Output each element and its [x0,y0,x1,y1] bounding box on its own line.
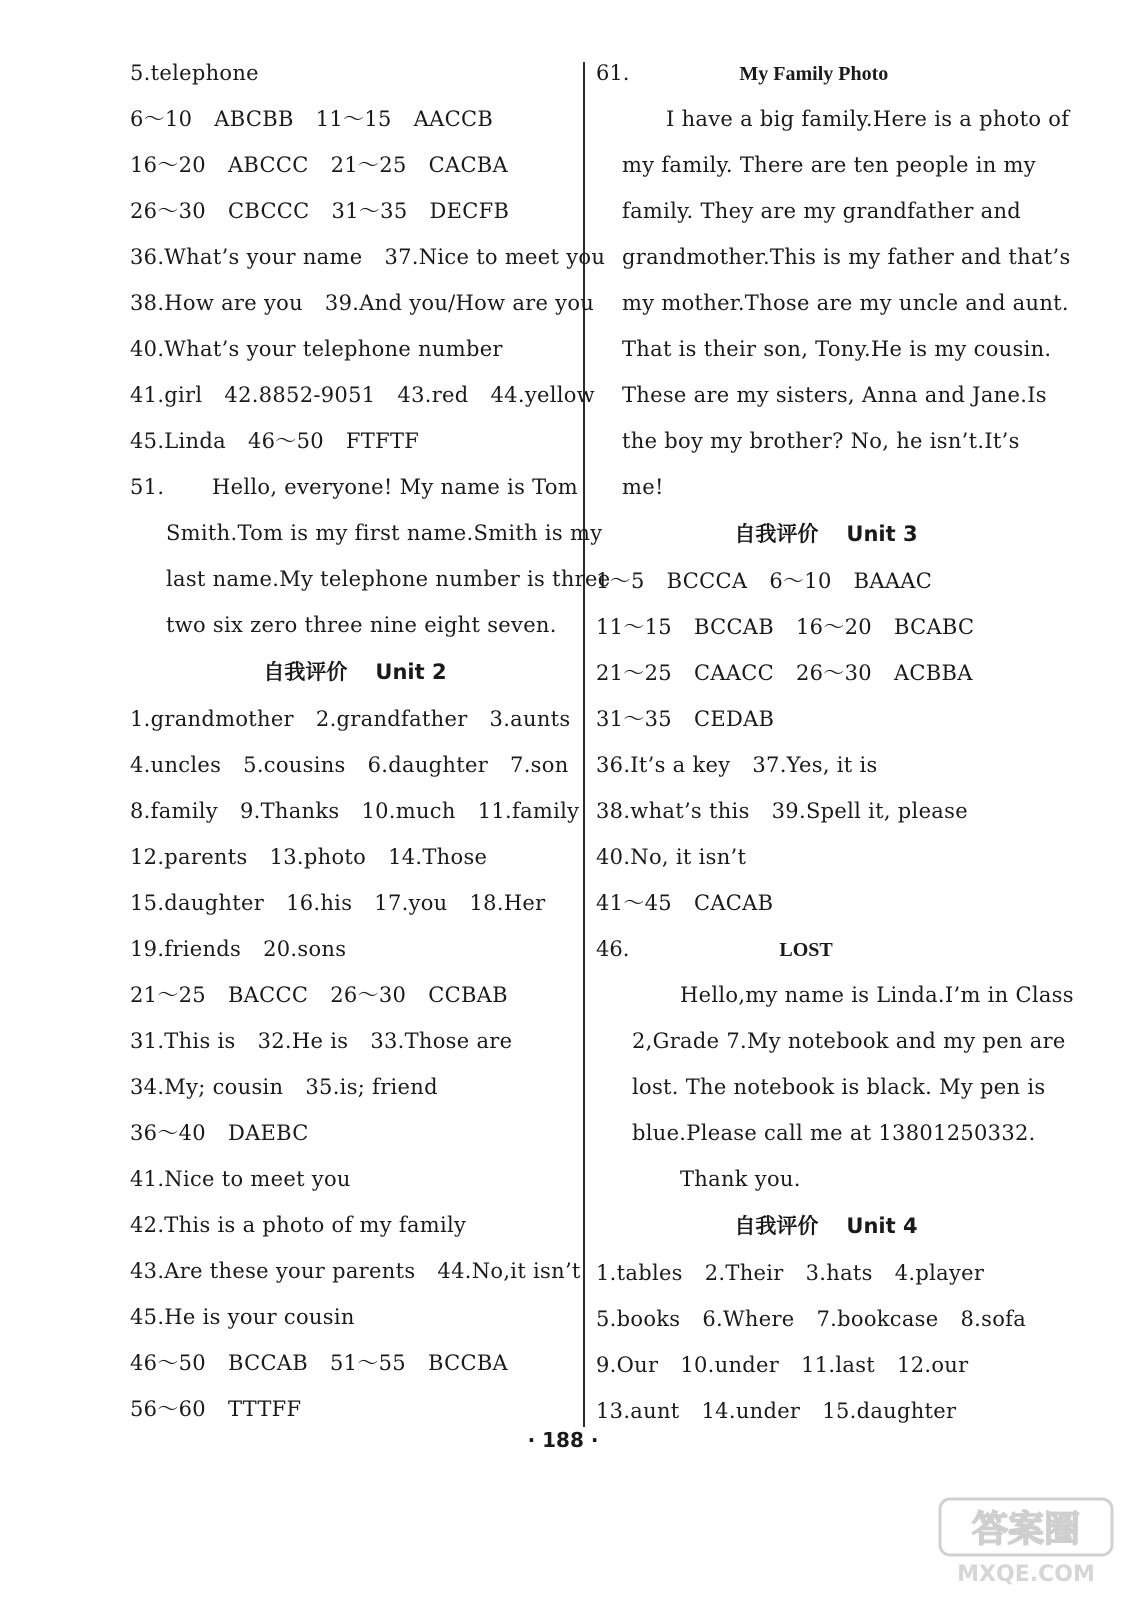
answer-item: 31～35 [596,707,672,731]
answer-line [596,558,1056,604]
answer-item: 8.family [130,799,218,823]
answer-item: ABCBB [214,107,294,131]
answer-item: 17.you [374,891,448,915]
answer-line [596,834,1056,880]
answer-line [130,926,580,972]
essay-line: grandmother.This is my father and that’s [622,245,1071,269]
answer-item: BACCC [227,983,309,1007]
answer-line [130,372,595,418]
answer-item: 13.aunt [596,1399,680,1423]
essay-line: two six zero three nine eight seven. [166,613,557,637]
essay-first-line [130,464,580,510]
answer-item: 16.his [286,891,353,915]
answer-item: 44.yellow [490,383,595,407]
answer-item: 40.No, it isn’t [596,845,747,869]
answer-line [596,604,1056,650]
answer-item: 1.grandmother [130,707,294,731]
answer-item: 12.our [897,1353,969,1377]
watermark-text-bottom: MXQE.COM [957,1562,1095,1587]
answer-item: CCBAB [428,983,508,1007]
answer-item: 39.Spell it, please [771,799,968,823]
answer-item: 44.No,it isn’t [437,1259,581,1283]
section-heading-unit2 [130,648,580,696]
answer-line [130,1248,580,1294]
answer-item: 1～5 [596,569,645,593]
answer-item: 37.Yes, it is [752,753,878,777]
answer-item: 13.photo [269,845,367,869]
answer-line [596,1250,1056,1296]
answer-item: 39.And you/How are you [324,291,595,315]
answer-item: 1.tables [596,1261,683,1285]
answer-line [596,1342,1056,1388]
answer-item: 41.girl [130,383,203,407]
answer-block-unit1 [130,50,606,464]
essay-46-title-line [596,926,1056,972]
answer-item: 40.What’s your telephone number [130,337,503,361]
answer-line [130,50,580,96]
answer-item: 41.Nice to meet you [130,1167,351,1191]
answer-item: 31～35 [331,199,408,223]
answer-item: 20.sons [263,937,347,961]
answer-item: TTTFF [227,1397,302,1421]
answer-item: 31.This is [130,1029,236,1053]
answer-item: 14.Those [388,845,488,869]
answer-item: 35.is; friend [305,1075,438,1099]
answer-item: 3.hats [805,1261,873,1285]
answer-item: 12.parents [130,845,248,869]
answer-item: 21～25 [330,153,407,177]
answer-item: 6.Where [702,1307,795,1331]
essay-line: Thank you. [680,1167,801,1191]
answer-line [130,234,606,280]
watermark-logo [936,1495,1116,1590]
answer-line [130,880,580,926]
answer-item: 5.telephone [130,61,259,85]
answer-item: 56～60 [130,1397,206,1421]
answer-line [596,880,1056,926]
answer-line [596,1296,1056,1342]
essay-line: last name.My telephone number is three [166,567,611,591]
page-number: · 188 · [527,1428,599,1452]
essay-46 [596,972,1074,1202]
answer-item: 42.8852-9051 [224,383,376,407]
question-number: 51. [130,475,165,499]
answer-block-unit2 [130,696,580,1432]
heading-unit: Unit 2 [375,660,447,684]
answer-item: CAACC [693,661,774,685]
answer-item: CEDAB [693,707,775,731]
answer-item: 2.Their [704,1261,784,1285]
answer-item: ABCCC [227,153,309,177]
answer-line [596,742,1056,788]
answer-item: 11～15 [315,107,392,131]
heading-unit: Unit 4 [846,1214,918,1238]
essay-line: me! [622,475,664,499]
answer-item: CACBA [428,153,509,177]
answer-item: 51～55 [330,1351,406,1375]
answer-item: FTFTF [345,429,420,453]
answer-item: ACBBA [893,661,973,685]
answer-item: DECFB [429,199,510,223]
essay-line: I have a big family.Here is a photo of [666,107,1070,131]
essay-line: blue.Please call me at 13801250332. [632,1121,1036,1145]
answer-item: 9.Thanks [239,799,340,823]
answer-line [130,188,580,234]
essay-line: the boy my brother? No, he isn’t.It’s [622,429,1020,453]
answer-item: 15.daughter [130,891,265,915]
answer-line [130,1110,580,1156]
answer-item: 26～30 [330,983,407,1007]
answer-item: BCCAB [693,615,775,639]
answer-item: 46～50 [247,429,324,453]
answer-item: 34.My; cousin [130,1075,284,1099]
answer-item: 16～20 [796,615,872,639]
answer-line [130,142,580,188]
answer-line [130,96,580,142]
answer-item: 43.Are these your parents [130,1259,416,1283]
answer-item: 46～50 [130,1351,206,1375]
answer-item: CBCCC [227,199,310,223]
answer-line [130,1340,580,1386]
answer-item: 5.books [596,1307,681,1331]
answer-line [596,696,1056,742]
answer-line [130,1018,580,1064]
essay-line: family. They are my grandfather and [622,199,1022,223]
answer-item: 8.sofa [960,1307,1027,1331]
answer-line [130,696,580,742]
answer-item: 4.uncles [130,753,222,777]
essay-line: my family. There are ten people in my [622,153,1036,177]
answer-item: 45.He is your cousin [130,1305,355,1329]
answer-line [130,1294,580,1340]
answer-item: 38.How are you [130,291,303,315]
essay-51 [130,464,611,648]
answer-line [130,1386,580,1432]
answer-item: 36.What’s your name [130,245,363,269]
answer-line [130,788,580,834]
answer-item: 7.bookcase [816,1307,939,1331]
answer-item: 43.red [397,383,469,407]
answer-block-unit4 [596,1250,1056,1434]
answer-item: 41～45 [596,891,672,915]
answer-line [596,788,1056,834]
answer-item: 32.He is [257,1029,349,1053]
answer-item: 16～20 [130,153,206,177]
answer-item: 2.grandfather [315,707,468,731]
left-column [130,50,611,1432]
answer-line [130,418,580,464]
question-number: 61. [596,61,630,85]
answer-item: 42.This is a photo of my family [130,1213,467,1237]
answer-item: BCCAB [227,1351,309,1375]
answer-line [130,972,580,1018]
heading-cn: 自我评价 [734,1214,819,1238]
heading-unit: Unit 3 [846,522,918,546]
essay-line: Hello, everyone! My name is Tom [212,475,579,499]
answer-item: 11～15 [596,615,672,639]
essay-line: Smith.Tom is my first name.Smith is my [166,521,603,545]
answer-item: 26～30 [130,199,206,223]
answer-item: 6.daughter [367,753,489,777]
answer-item: 10.under [680,1353,780,1377]
answer-item: 7.son [510,753,569,777]
essay-line: These are my sisters, Anna and Jane.Is [622,383,1047,407]
answer-item: DAEBC [227,1121,309,1145]
answer-item: 36.It’s a key [596,753,731,777]
answer-item: 11.last [801,1353,876,1377]
answer-block-unit3 [596,558,1056,926]
question-number: 46. [596,937,630,961]
answer-line [130,1156,580,1202]
answer-item: 6～10 [130,107,193,131]
answer-line [130,1202,580,1248]
answer-item: 10.much [361,799,456,823]
answer-item: 15.daughter [822,1399,957,1423]
answer-item: BAAAC [853,569,933,593]
answer-item: BCCCA [666,569,748,593]
essay-line: lost. The notebook is black. My pen is [632,1075,1046,1099]
answer-line [130,742,580,788]
answer-item: 45.Linda [130,429,226,453]
answer-item: BCABC [893,615,975,639]
answer-line [130,326,580,372]
answer-item: 6～10 [769,569,832,593]
heading-cn: 自我评价 [734,522,819,546]
essay-line: That is their son, Tony.He is my cousin. [622,337,1052,361]
answer-item: BCCBA [427,1351,509,1375]
answer-line [130,834,580,880]
essay-61-title-line [596,50,1056,96]
essay-title: LOST [779,939,833,961]
essay-line: my mother.Those are my uncle and aunt. [622,291,1069,315]
section-heading-unit3 [596,510,1056,558]
section-heading-unit4 [596,1202,1056,1250]
answer-item: 38.what’s this [596,799,750,823]
answer-item: AACCB [413,107,494,131]
watermark-text-top: 答案圈 [971,1509,1081,1550]
answer-item: 37.Nice to meet you [384,245,606,269]
essay-title: My Family Photo [739,63,889,85]
answer-item: 19.friends [130,937,242,961]
essay-61 [596,96,1071,510]
answer-line [130,1064,580,1110]
heading-cn: 自我评价 [263,660,348,684]
answer-item: 9.Our [596,1353,659,1377]
answer-item: 4.player [894,1261,985,1285]
answer-line [596,650,1056,696]
answer-item: 11.family [477,799,580,823]
answer-item: 21～25 [130,983,206,1007]
answer-item: 33.Those are [370,1029,513,1053]
essay-line: 2,Grade 7.My notebook and my pen are [632,1029,1066,1053]
right-column [596,50,1074,1434]
answer-item: 14.under [701,1399,801,1423]
answer-item: 21～25 [596,661,672,685]
answer-item: 36～40 [130,1121,206,1145]
essay-line: Hello,my name is Linda.I’m in Class [680,983,1074,1007]
answer-item: 18.Her [469,891,546,915]
answer-item: 26～30 [796,661,872,685]
answer-item: CACAB [693,891,774,915]
answer-item: 3.aunts [489,707,571,731]
answer-line [130,280,595,326]
answer-item: 5.cousins [243,753,346,777]
